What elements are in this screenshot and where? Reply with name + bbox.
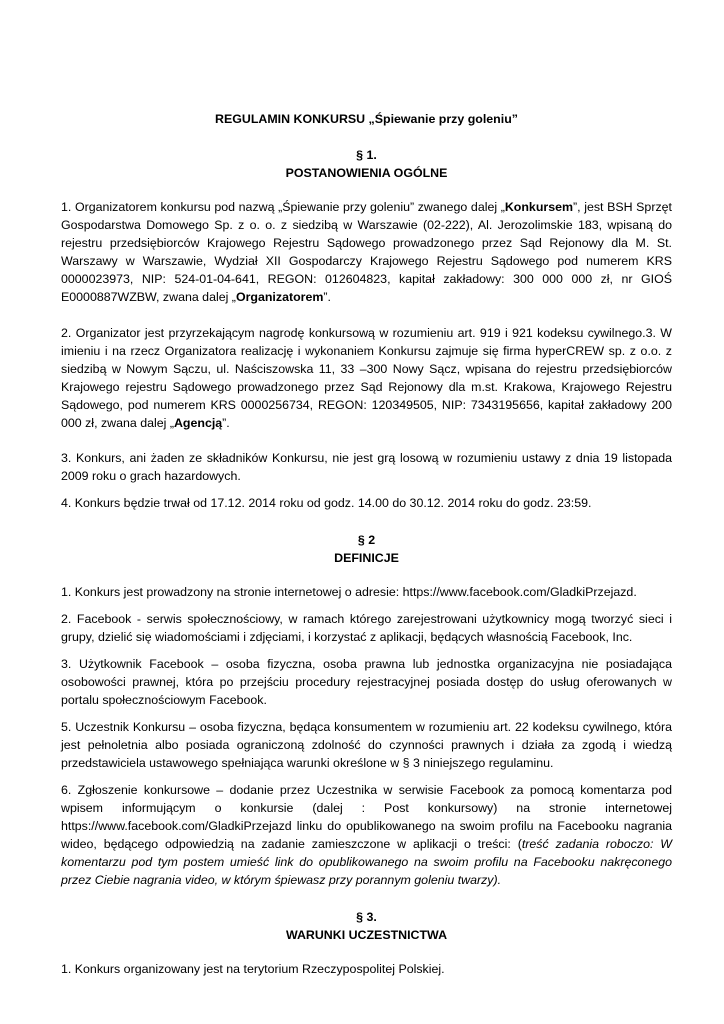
section-3-number: § 3. <box>356 910 377 924</box>
definition-1: 1. Konkurs jest prowadzony na stronie internetowej o adresie: https://www.facebook.com/GladkiPrzejazd. <box>61 585 637 599</box>
paragraph-4: 4. Konkurs będzie trwał od 17.12. 2014 roku od godz. 14.00 do 30.12. 2014 roku do godz. 23:59. <box>61 496 592 510</box>
section-2-title: DEFINICJE <box>334 551 399 565</box>
document-title: REGULAMIN KONKURSU „Śpiewanie przy goleniu” <box>215 112 518 126</box>
section-1-number: § 1. <box>356 148 377 162</box>
definition-3: 3. Użytkownik Facebook – osoba fizyczna, osoba prawna lub jednostka organizacyjna nie posiadająca osobowości prawnej, która po przejściu procedury rejestracyjnej posiada dostęp do usług oferowanych w portalu społecznościowym Facebook. <box>61 657 672 707</box>
definition-6: 6. Zgłoszenie konkursowe – dodanie przez Uczestnika w serwisie Facebook za pomocą komentarza pod wpisem informującym o konkursie (dalej : Post konkursowy) na stronie internetowej https://www.facebook.com/GladkiPrzejazd linku do opublikowanego na swoim profilu na Facebooku nagrania wideo, będącego odpowiedzią na zadanie zamieszczone w aplikacji o treści: (treść zadania roboczo: W komentarzu pod tym postem umieść link do opublikowanego na swoim profilu na Facebooku nakręconego przez Ciebie nagrania video, w którym śpiewasz przy porannym goleniu twarzy). <box>61 783 672 887</box>
definition-5: 5. Uczestnik Konkursu – osoba fizyczna, będąca konsumentem w rozumieniu art. 22 kodeksu cywilnego, która jest pełnoletnia albo posiada ograniczoną zdolność do czynności prawnych i działa za zgodą i wiedzą przedstawiciela ustawowego spełniająca warunki określone w § 3 niniejszego regulaminu. <box>61 720 672 770</box>
section-2-number: § 2 <box>357 533 376 547</box>
paragraph-2: 2. Organizator jest przyrzekającym nagrodę konkursową w rozumieniu art. 919 i 921 kodeksu cywilnego.3. W imieniu i na rzecz Organizatora realizację i wykonaniem Konkursu zajmuje się firma hyperCREW sp. z o.o. z siedzibą w Nowym Sączu, ul. Naściszowska 11, 33 –300 Nowy Sącz, wpisana do rejestru przedsiębiorców Krajowego rejestru Sądowego prowadzonego przez Sąd Rejonowy dla m.st. Krakowa, Krajowego Rejestru Sądowego, pod numerem KRS 0000256734, REGON: 120349505, NIP: 7343195656, kapitał zakładowy 200 000 zł, zwana dalej „Agencją”. <box>61 326 672 430</box>
paragraph-1: 1. Organizatorem konkursu pod nazwą „Śpiewanie przy goleniu” zwanego dalej „Konkursem”, jest BSH Sprzęt Gospodarstwa Domowego Sp. z o. o. z siedzibą w Warszawie (02-222), Al. Jerozolimskie 183, wpisaną do rejestru przedsiębiorców Krajowego Rejestru Sądowego prowadzonego przez Sąd Rejonowy dla M. St. Warszawy w Warszawie, Wydział XII Gospodarczy Krajowego Rejestru Sądowego pod numerem KRS 0000023973, NIP: 524-01-04-641, REGON: 012604823, kapitał zakładowy: 300 000 000 zł, nr GIOŚ E0000887WZBW, zwana dalej „Organizatorem”. <box>61 200 672 304</box>
document-page <box>61 110 672 978</box>
paragraph-3: 3. Konkurs, ani żaden ze składników Konkursu, nie jest grą losową w rozumieniu ustawy z dnia 19 listopada 2009 roku o grach hazardowych. <box>61 451 672 483</box>
section-3-title: WARUNKI UCZESTNICTWA <box>285 928 448 942</box>
condition-1: 1. Konkurs organizowany jest na terytorium Rzeczypospolitej Polskiej. <box>61 962 445 976</box>
section-1-title: POSTANOWIENIA OGÓLNE <box>285 166 448 180</box>
definition-2: 2. Facebook - serwis społecznościowy, w ramach którego zarejestrowani użytkownicy mogą tworzyć sieci i grupy, dzielić się wiadomościami i zdjęciami, i korzystać z aplikacji, będących własnością Facebook, Inc. <box>61 612 672 644</box>
